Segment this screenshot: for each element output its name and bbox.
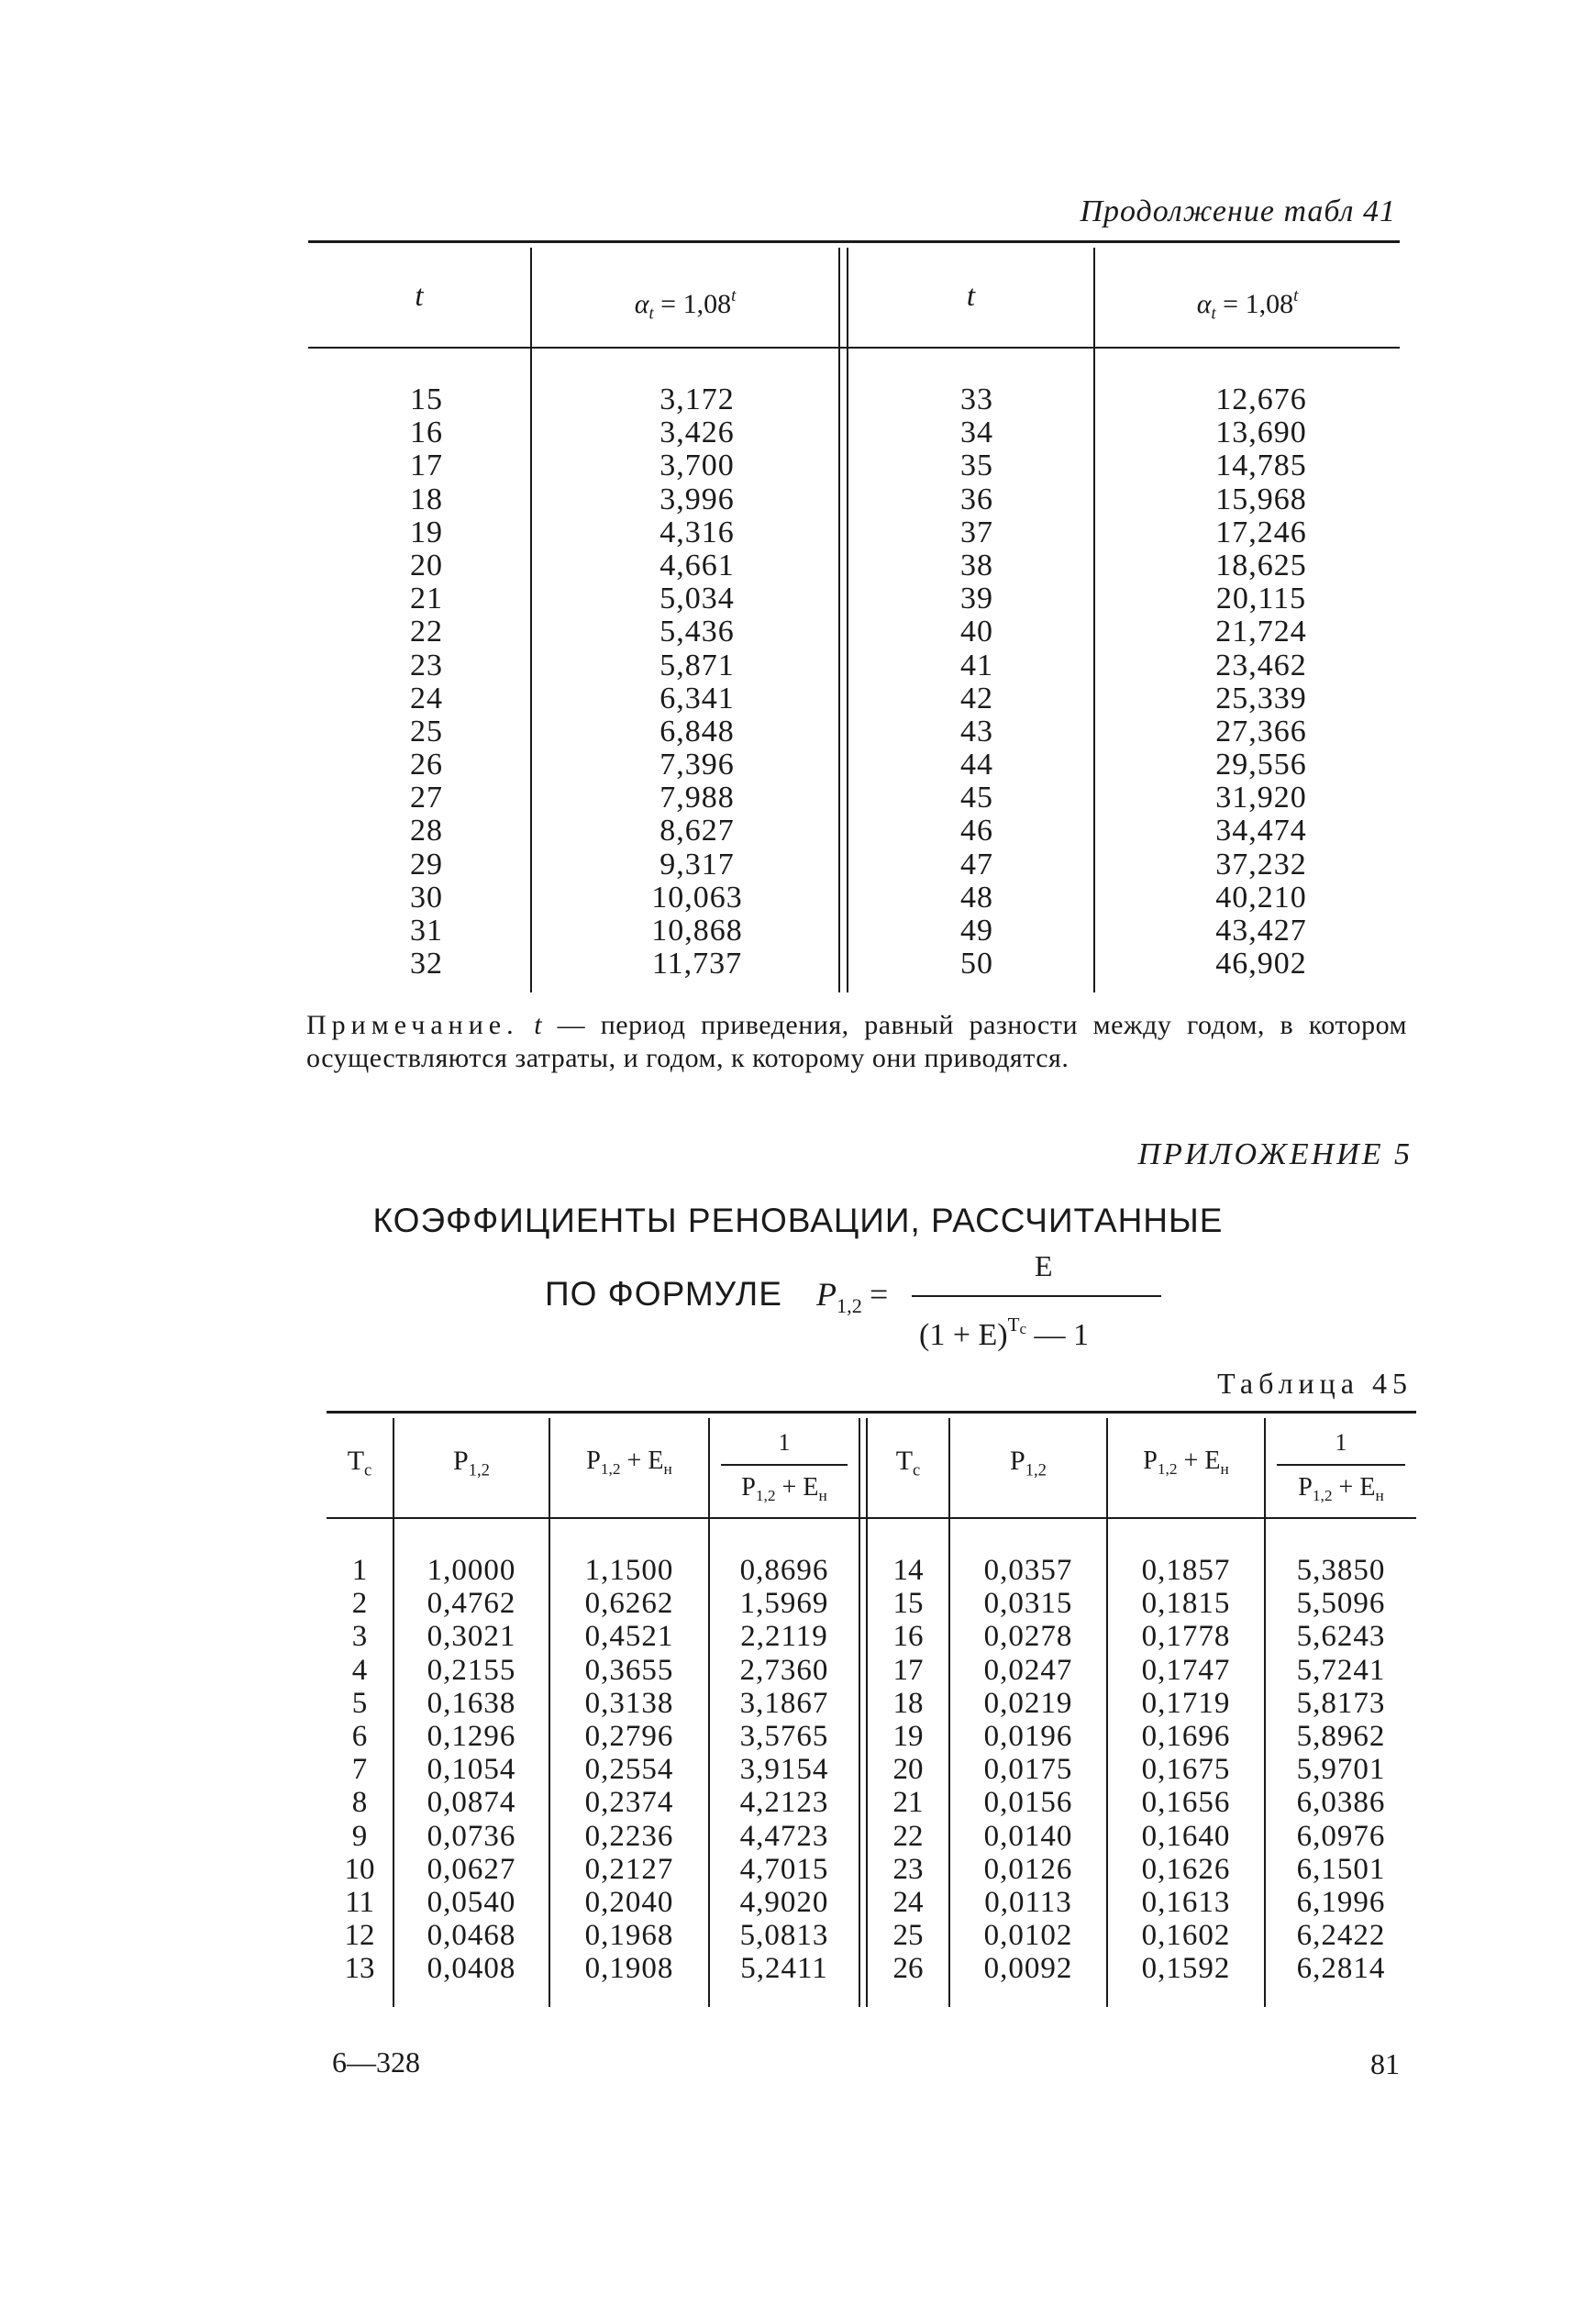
table2-header-pe-right: $P_{1,2} + E_н$ bbox=[1143, 1447, 1229, 1479]
table-cell: 6,0386 bbox=[1296, 1786, 1386, 1820]
table-cell: 0,0736 bbox=[427, 1819, 516, 1853]
table-cell: 22 bbox=[410, 615, 443, 649]
formula-fraction-bar bbox=[912, 1295, 1161, 1297]
table-cell: 7 bbox=[351, 1753, 368, 1787]
continuation-header: Продолжение табл 41 bbox=[1080, 194, 1396, 228]
table-cell: 16 bbox=[892, 1620, 924, 1654]
table2-col-p-right bbox=[950, 1554, 1106, 1985]
table-cell: 8,627 bbox=[659, 814, 735, 848]
table-cell: 21,724 bbox=[1215, 615, 1307, 649]
table-cell: 0,1626 bbox=[1141, 1852, 1231, 1886]
table-cell: 30 bbox=[410, 880, 443, 915]
table-cell: 16 bbox=[410, 416, 443, 450]
table-cell: 4,2123 bbox=[739, 1786, 829, 1820]
table-cell: 0,0408 bbox=[427, 1952, 516, 1986]
table-cell: 4 bbox=[351, 1653, 368, 1687]
table-cell: 1,0000 bbox=[427, 1554, 516, 1587]
table-cell: 17 bbox=[410, 449, 443, 483]
table-cell: 0,0102 bbox=[983, 1919, 1073, 1953]
table2-header-tc-right: $T_c$ bbox=[895, 1446, 921, 1480]
table-cell: 43,427 bbox=[1215, 914, 1307, 948]
table-cell: 10 bbox=[344, 1852, 375, 1886]
table-cell: 23 bbox=[410, 648, 443, 682]
appendix-label: ПРИЛОЖЕНИЕ 5 bbox=[1137, 1137, 1413, 1171]
table-cell: 3,9154 bbox=[739, 1753, 829, 1787]
table-cell: 0,1968 bbox=[584, 1919, 674, 1953]
table-cell: 5,3850 bbox=[1296, 1554, 1386, 1587]
table-cell: 44 bbox=[960, 748, 993, 782]
table-cell: 0,1778 bbox=[1141, 1620, 1231, 1654]
table-cell: 0,0126 bbox=[983, 1852, 1073, 1886]
table-cell: 25 bbox=[892, 1919, 924, 1953]
table-cell: 19 bbox=[892, 1719, 924, 1753]
table-cell: 1,5969 bbox=[739, 1587, 829, 1621]
table-cell: 48 bbox=[960, 880, 993, 915]
table-cell: 37 bbox=[960, 515, 993, 549]
table-cell: 0,1054 bbox=[427, 1753, 516, 1787]
table-cell: 8 bbox=[351, 1786, 368, 1820]
formula-equals: = bbox=[870, 1276, 889, 1313]
table-cell: 0,0219 bbox=[983, 1686, 1073, 1720]
appendix-title-line1: КОЭФФИЦИЕНТЫ РЕНОВАЦИИ, РАССЧИТАННЫЕ bbox=[372, 1202, 1224, 1239]
table-cell: 24 bbox=[410, 681, 443, 715]
table-note bbox=[306, 1009, 1407, 1075]
table-cell: 5,8962 bbox=[1296, 1719, 1386, 1753]
table-cell: 6,1996 bbox=[1296, 1885, 1386, 1919]
table-cell: 49 bbox=[960, 914, 993, 948]
table-cell: 0,2040 bbox=[584, 1885, 674, 1919]
table-cell: 26 bbox=[892, 1952, 924, 1986]
table-cell: 0,0175 bbox=[983, 1753, 1073, 1787]
table2-top-rule bbox=[327, 1411, 1416, 1414]
table-cell: 0,1296 bbox=[427, 1719, 516, 1753]
table-cell: 0,1638 bbox=[427, 1686, 516, 1720]
table2-header-pe-left: $P_{1,2} + E_н$ bbox=[586, 1447, 672, 1479]
table-cell: 20 bbox=[410, 548, 443, 582]
table-cell: 24 bbox=[892, 1885, 924, 1919]
table-cell: 11 bbox=[345, 1885, 374, 1919]
table1-header-rule bbox=[308, 347, 1400, 349]
table1-header-alpha-right: $\alpha_t = 1,08^t$ bbox=[1196, 286, 1299, 324]
table-cell: 15 bbox=[892, 1587, 924, 1621]
table-cell: 0,2155 bbox=[427, 1653, 516, 1687]
table-cell: 43 bbox=[960, 714, 993, 748]
table1-header-t-right: t bbox=[966, 280, 976, 313]
table-cell: 6,1501 bbox=[1296, 1852, 1386, 1886]
table-cell: 5,871 bbox=[659, 648, 735, 682]
table-cell: 0,2554 bbox=[584, 1753, 674, 1787]
table-cell: 5,436 bbox=[659, 615, 735, 649]
table2-vline-4a bbox=[859, 1418, 860, 2007]
table-cell: 6,2422 bbox=[1296, 1919, 1386, 1953]
table1-col-alpha-left bbox=[624, 383, 770, 981]
table-cell: 17 bbox=[892, 1653, 924, 1687]
table-cell: 31,920 bbox=[1215, 781, 1307, 815]
table2-col-inv-left bbox=[710, 1554, 859, 1985]
table-cell: 4,661 bbox=[659, 548, 735, 582]
table2-header-p-left: $P_{1,2}$ bbox=[453, 1446, 490, 1480]
table-cell: 0,0156 bbox=[983, 1786, 1073, 1820]
table-cell: 6 bbox=[351, 1719, 368, 1753]
note-t-symbol: t bbox=[534, 1010, 543, 1040]
table2-header-inv-den-left: $P_{1,2} + E_н$ bbox=[741, 1473, 827, 1505]
table-cell: 3,5765 bbox=[739, 1719, 829, 1753]
formula-lhs: $P_{1,2}$ bbox=[816, 1276, 862, 1317]
table-cell: 29 bbox=[410, 847, 443, 881]
table-cell: 0,0092 bbox=[983, 1952, 1073, 1986]
table-cell: 4,7015 bbox=[739, 1852, 829, 1886]
table-cell: 0,1602 bbox=[1141, 1919, 1231, 1953]
table-cell: 37,232 bbox=[1215, 847, 1307, 881]
table-cell: 21 bbox=[410, 582, 443, 616]
table1-header-t-left: t bbox=[415, 280, 424, 313]
table-cell: 15 bbox=[410, 382, 443, 416]
table-cell: 13 bbox=[344, 1952, 375, 1986]
table-cell: 6,848 bbox=[659, 714, 735, 748]
table-cell: 0,2374 bbox=[584, 1786, 674, 1820]
table2-header-inv-den-right: $P_{1,2} + E_н$ bbox=[1298, 1473, 1384, 1505]
table-cell: 47 bbox=[960, 847, 993, 881]
table-cell: 3,996 bbox=[659, 482, 735, 516]
table-cell: 0,1815 bbox=[1141, 1587, 1231, 1621]
table-cell: 46 bbox=[960, 814, 993, 848]
table-cell: 0,2127 bbox=[584, 1852, 674, 1886]
table-cell: 6,0976 bbox=[1296, 1819, 1386, 1853]
table-cell: 0,0140 bbox=[983, 1819, 1073, 1853]
page-number: 81 bbox=[1370, 2047, 1400, 2080]
table-cell: 0,1696 bbox=[1141, 1719, 1231, 1753]
table-cell: 3,1867 bbox=[739, 1686, 829, 1720]
table-cell: 0,1857 bbox=[1141, 1554, 1231, 1587]
table2-header-tc-left: $T_c$ bbox=[347, 1446, 372, 1480]
table-cell: 13,690 bbox=[1215, 416, 1307, 450]
table-cell: 40 bbox=[960, 615, 993, 649]
formula-numerator: E bbox=[1035, 1249, 1053, 1282]
table-cell: 5,6243 bbox=[1296, 1620, 1386, 1654]
table-cell: 40,210 bbox=[1215, 880, 1307, 915]
table1-col-t-left bbox=[367, 383, 486, 981]
table-cell: 0,4521 bbox=[584, 1620, 674, 1654]
table-cell: 0,4762 bbox=[427, 1587, 516, 1621]
table-cell: 22 bbox=[892, 1819, 924, 1853]
table-cell: 0,0315 bbox=[983, 1587, 1073, 1621]
table-cell: 0,0113 bbox=[984, 1885, 1072, 1919]
table-cell: 0,1613 bbox=[1141, 1885, 1231, 1919]
table1-col-alpha-right bbox=[1183, 383, 1339, 981]
table-cell: 6,341 bbox=[659, 681, 735, 715]
table-cell: 34 bbox=[960, 416, 993, 450]
table-cell: 0,0357 bbox=[983, 1554, 1073, 1587]
table-cell: 41 bbox=[960, 648, 993, 682]
table1-vline-1 bbox=[530, 248, 532, 992]
table-cell: 3,172 bbox=[659, 382, 735, 416]
table-cell: 0,1908 bbox=[584, 1952, 674, 1986]
table-cell: 0,0196 bbox=[983, 1719, 1073, 1753]
table-cell: 10,868 bbox=[651, 914, 743, 948]
table-cell: 25 bbox=[410, 714, 443, 748]
table-cell: 27,366 bbox=[1215, 714, 1307, 748]
table-cell: 18 bbox=[410, 482, 443, 516]
table2-col-p-left bbox=[394, 1554, 549, 1985]
table-cell: 5,9701 bbox=[1296, 1753, 1386, 1787]
table-cell: 5,0813 bbox=[739, 1919, 829, 1953]
table1-vline-2b bbox=[847, 248, 848, 992]
table-cell: 2,2119 bbox=[740, 1620, 828, 1654]
table-cell: 4,4723 bbox=[739, 1819, 829, 1853]
table-cell: 46,902 bbox=[1215, 947, 1307, 981]
table-cell: 5,5096 bbox=[1296, 1587, 1386, 1621]
table-cell: 4,9020 bbox=[739, 1885, 829, 1919]
table-cell: 15,968 bbox=[1215, 482, 1307, 516]
table-cell: 12 bbox=[344, 1919, 375, 1953]
table-cell: 0,0468 bbox=[427, 1919, 516, 1953]
table1-top-rule bbox=[308, 240, 1400, 243]
table-cell: 14 bbox=[892, 1554, 924, 1587]
table-cell: 0,0278 bbox=[983, 1620, 1073, 1654]
table-cell: 25,339 bbox=[1215, 681, 1307, 715]
table-cell: 1 bbox=[351, 1554, 368, 1587]
table-cell: 7,988 bbox=[659, 781, 735, 815]
table-cell: 19 bbox=[410, 515, 443, 549]
table2-header-p-right: $P_{1,2}$ bbox=[1010, 1446, 1047, 1480]
table-cell: 21 bbox=[892, 1786, 924, 1820]
table-cell: 38 bbox=[960, 548, 993, 582]
table-cell: 0,1675 bbox=[1141, 1753, 1231, 1787]
table-cell: 5,8173 bbox=[1296, 1686, 1386, 1720]
table-cell: 5,7241 bbox=[1296, 1653, 1386, 1687]
footer-signature: 6—328 bbox=[332, 2045, 420, 2079]
table2-col-pe-right bbox=[1108, 1554, 1264, 1985]
table-cell: 2 bbox=[351, 1587, 368, 1621]
table-cell: 0,1747 bbox=[1141, 1653, 1231, 1687]
table-cell: 0,6262 bbox=[584, 1587, 674, 1621]
table-cell: 39 bbox=[960, 582, 993, 616]
table1-vline-2a bbox=[838, 248, 840, 992]
table-cell: 0,8696 bbox=[739, 1554, 829, 1587]
table-cell: 26 bbox=[410, 748, 443, 782]
table-cell: 0,0540 bbox=[427, 1885, 516, 1919]
table2-col-pe-left bbox=[550, 1554, 708, 1985]
table-cell: 0,2796 bbox=[584, 1719, 674, 1753]
table-cell: 0,0627 bbox=[427, 1852, 516, 1886]
table2-header-inv-bar-left bbox=[721, 1464, 848, 1466]
table-cell: 0,1719 bbox=[1141, 1686, 1231, 1720]
table-cell: 23,462 bbox=[1215, 648, 1307, 682]
table-cell: 7,396 bbox=[659, 748, 735, 782]
formula-denominator: $(1 + E)^{Tc}$ — 1 bbox=[919, 1314, 1090, 1352]
table-cell: 10,063 bbox=[651, 880, 743, 915]
table-cell: 20,115 bbox=[1215, 582, 1307, 616]
table-cell: 2,7360 bbox=[739, 1653, 829, 1687]
table-cell: 28 bbox=[410, 814, 443, 848]
table-cell: 3,700 bbox=[659, 449, 735, 483]
table-cell: 42 bbox=[960, 681, 993, 715]
table2-header-rule bbox=[327, 1517, 1416, 1519]
table-cell: 5,2411 bbox=[740, 1952, 828, 1986]
table-cell: 50 bbox=[960, 947, 993, 981]
table-cell: 0,0247 bbox=[983, 1653, 1073, 1687]
table-cell: 18 bbox=[892, 1686, 924, 1720]
table-cell: 18,625 bbox=[1215, 548, 1307, 582]
table-cell: 32 bbox=[410, 947, 443, 981]
table-cell: 17,246 bbox=[1215, 515, 1307, 549]
table-cell: 35 bbox=[960, 449, 993, 483]
table-cell: 12,676 bbox=[1215, 382, 1307, 416]
table2-header-inv-num-left: 1 bbox=[778, 1429, 791, 1456]
table-cell: 0,3138 bbox=[584, 1686, 674, 1720]
note-text: — период приведения, равный разности между годом, в котором осуществляются затраты, и годом, к которому они приводятся. bbox=[306, 1010, 1407, 1073]
table-cell: 6,2814 bbox=[1296, 1952, 1386, 1986]
table-45-name: Таблица 45 bbox=[1217, 1367, 1413, 1400]
table-cell: 3 bbox=[351, 1620, 368, 1654]
note-label: Примечание. bbox=[306, 1010, 519, 1040]
table-cell: 29,556 bbox=[1215, 748, 1307, 782]
table-cell: 20 bbox=[892, 1753, 924, 1787]
table2-col-inv-right bbox=[1266, 1554, 1416, 1985]
table2-col-tc-right bbox=[868, 1554, 948, 1985]
table-cell: 33 bbox=[960, 382, 993, 416]
table-cell: 34,474 bbox=[1215, 814, 1307, 848]
appendix-title-line2: ПО ФОРМУЛЕ bbox=[545, 1275, 782, 1313]
table-cell: 0,3021 bbox=[427, 1620, 516, 1654]
table-cell: 5,034 bbox=[659, 582, 735, 616]
table-cell: 4,316 bbox=[659, 515, 735, 549]
table2-col-tc-left bbox=[327, 1554, 393, 1985]
table-cell: 9,317 bbox=[659, 847, 735, 881]
table-cell: 9 bbox=[351, 1819, 368, 1853]
table-cell: 45 bbox=[960, 781, 993, 815]
table1-col-t-right bbox=[917, 383, 1036, 981]
table-cell: 27 bbox=[410, 781, 443, 815]
table2-header-inv-num-right: 1 bbox=[1335, 1429, 1347, 1456]
table-cell: 0,2236 bbox=[584, 1819, 674, 1853]
table-cell: 31 bbox=[410, 914, 443, 948]
table-cell: 11,737 bbox=[651, 947, 743, 981]
table1-header-alpha-left: $\alpha_t = 1,08^t$ bbox=[634, 286, 737, 324]
table-cell: 36 bbox=[960, 482, 993, 516]
table-cell: 0,1640 bbox=[1141, 1819, 1231, 1853]
table-cell: 3,426 bbox=[659, 416, 735, 450]
table-cell: 0,3655 bbox=[584, 1653, 674, 1687]
table1-vline-3 bbox=[1093, 248, 1095, 992]
table-cell: 0,1592 bbox=[1141, 1952, 1231, 1986]
table-cell: 0,1656 bbox=[1141, 1786, 1231, 1820]
table2-header-inv-bar-right bbox=[1277, 1464, 1405, 1466]
table-cell: 0,0874 bbox=[427, 1786, 516, 1820]
table-cell: 5 bbox=[351, 1686, 368, 1720]
table-cell: 14,785 bbox=[1215, 449, 1307, 483]
table-cell: 23 bbox=[892, 1852, 924, 1886]
table-cell: 1,1500 bbox=[584, 1554, 674, 1587]
